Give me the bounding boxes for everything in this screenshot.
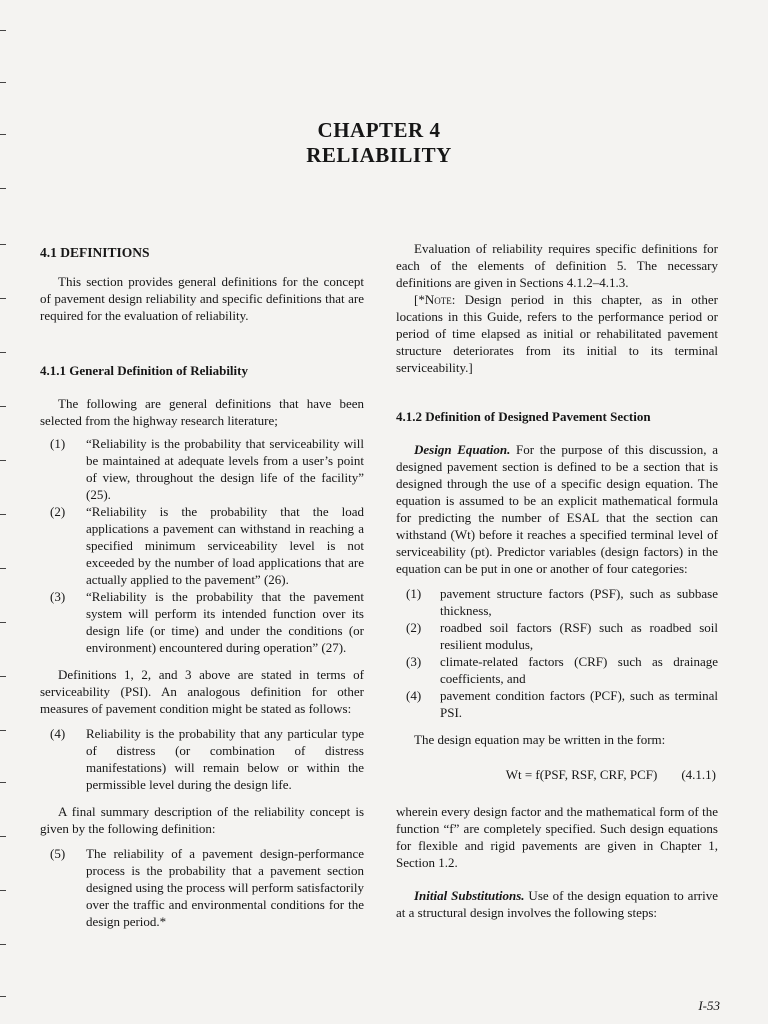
margin-mark [0,836,6,837]
category-text: pavement condition factors (PCF), such as terminal PSI. [440,688,718,720]
category-text: pavement structure factors (PSF), such as subbase thickness, [440,586,718,618]
definition-item [40,588,364,656]
category-item [396,653,718,687]
section-heading-4-1: 4.1 DEFINITIONS [40,245,150,260]
note-label: [*Note: [414,292,456,307]
category-text: roadbed soil factors (RSF) such as roadbed soil resilient modulus, [440,620,718,652]
margin-mark [0,996,6,997]
category-item [396,619,718,653]
design-equation-label: Design Equation. [414,442,511,457]
section-heading-4-1-1: 4.1.1 General Definition of Reliability [40,363,248,378]
margin-mark [0,352,6,353]
chapter-title: RELIABILITY [306,143,452,167]
margin-mark [0,622,6,623]
page-number: I-53 [698,998,720,1013]
evaluation-paragraph: Evaluation of reliability requires specific definitions for each of the elements of definition 5. The necessary definitions are given in Sections 4.1.2–4.1.3. [396,241,718,290]
category-item [396,687,718,721]
equation-number: (4.1.1) [681,767,716,782]
margin-mark [0,730,6,731]
definition-text: Reliability is the probability that any particular type of distress (or combination of distress manifestations) will remain below or within the permissible level during the design life. [86,726,364,792]
category-item [396,585,718,619]
definition-item [40,435,364,503]
category-number: (1) [406,586,422,601]
right-column [396,240,718,921]
margin-mark [0,406,6,407]
initial-substitutions-paragraph [396,887,718,921]
wherein-paragraph: wherein every design factor and the mathematical form of the function “f” are completely specified. Such design equations for flexible and rigid pavements are given in Chapter 1, Section 1.2. [396,804,718,870]
margin-mark [0,30,6,31]
section-heading-4-1-2: 4.1.2 Definition of Designed Pavement Section [396,409,651,424]
margin-mark [0,890,6,891]
category-number: (3) [406,654,422,669]
summary-paragraph: A final summary description of the reliability concept is given by the following definition: [40,804,364,836]
margin-mark [0,460,6,461]
definition-text: “Reliability is the probability that the pavement system will perform its intended function over its design life (or time) and under the conditions (or environment) encountered during operation” (27). [86,589,364,655]
category-text: climate-related factors (CRF) such as drainage coefficients, and [440,654,718,686]
margin-mark [0,568,6,569]
initial-substitutions-text: Use of the design equation to arrive at a structural design involves the following steps: [396,888,718,920]
equation-form-paragraph: The design equation may be written in the form: [414,732,666,747]
margin-mark [0,298,6,299]
definition-number: (5) [50,846,66,861]
definition-text: The reliability of a pavement design-performance process is the probability that a pavement section designed using the process will perform satisfactorily over the traffic and environmental conditions for the design period.* [86,846,364,929]
analogous-definition-paragraph: Definitions 1, 2, and 3 above are stated in terms of serviceability (PSI). An analogous definition for other measures of pavement condition might be stated as follows: [40,667,364,716]
margin-mark [0,676,6,677]
category-number: (2) [406,620,422,635]
design-equation-paragraph [396,441,718,577]
definition-item [40,503,364,588]
equation: Wt = f(PSF, RSF, CRF, PCF) [505,767,658,782]
definition-item [40,725,364,793]
definition-number: (3) [50,589,66,604]
definitions-intro: The following are general definitions that have been selected from the highway research literature; [40,396,364,428]
definition-item [40,845,364,930]
definition-text: “Reliability is the probability that the load applications a pavement can withstand in reaching a specified minimum serviceability level is not exceeded by the number of load applications that are actually applied to the pavement” (26). [86,504,364,587]
initial-substitutions-label: Initial Substitutions. [414,888,525,903]
design-equation-text: For the purpose of this discussion, a designed pavement section is defined to be a section that is designed through the use of a specific design equation. The equation is assumed to be an explicit mathematical formula for predicting the number of ESAL that the section can withstand (Wt) before it reaches a specified terminal level of serviceability (pt). Predictor variables (design factors) in the equation can be put in one or another of four categories: [396,442,718,576]
margin-mark [0,82,6,83]
equation-row [396,766,718,783]
chapter-number: CHAPTER 4 [317,118,441,142]
margin-mark [0,188,6,189]
margin-mark [0,244,6,245]
margin-mark [0,782,6,783]
note-paragraph [396,291,718,376]
definition-number: (2) [50,504,66,519]
note-text: Design period in this chapter, as in other locations in this Guide, refers to the performance period or period of time elapsed as initial or rehabilitated pavement structure deteriorates from its initial to its terminal serviceability.] [396,292,718,375]
category-number: (4) [406,688,422,703]
definition-number: (1) [50,436,66,451]
section-intro-paragraph: This section provides general definitions for the concept of pavement design reliability and specific definitions that are required for the evaluation of reliability. [40,274,364,323]
left-column [40,244,364,930]
margin-mark [0,514,6,515]
definition-number: (4) [50,726,66,741]
definition-text: “Reliability is the probability that serviceability will be maintained at adequate levels from a user’s point of view, throughout the design life of the facility” (25). [86,436,364,502]
margin-mark [0,944,6,945]
